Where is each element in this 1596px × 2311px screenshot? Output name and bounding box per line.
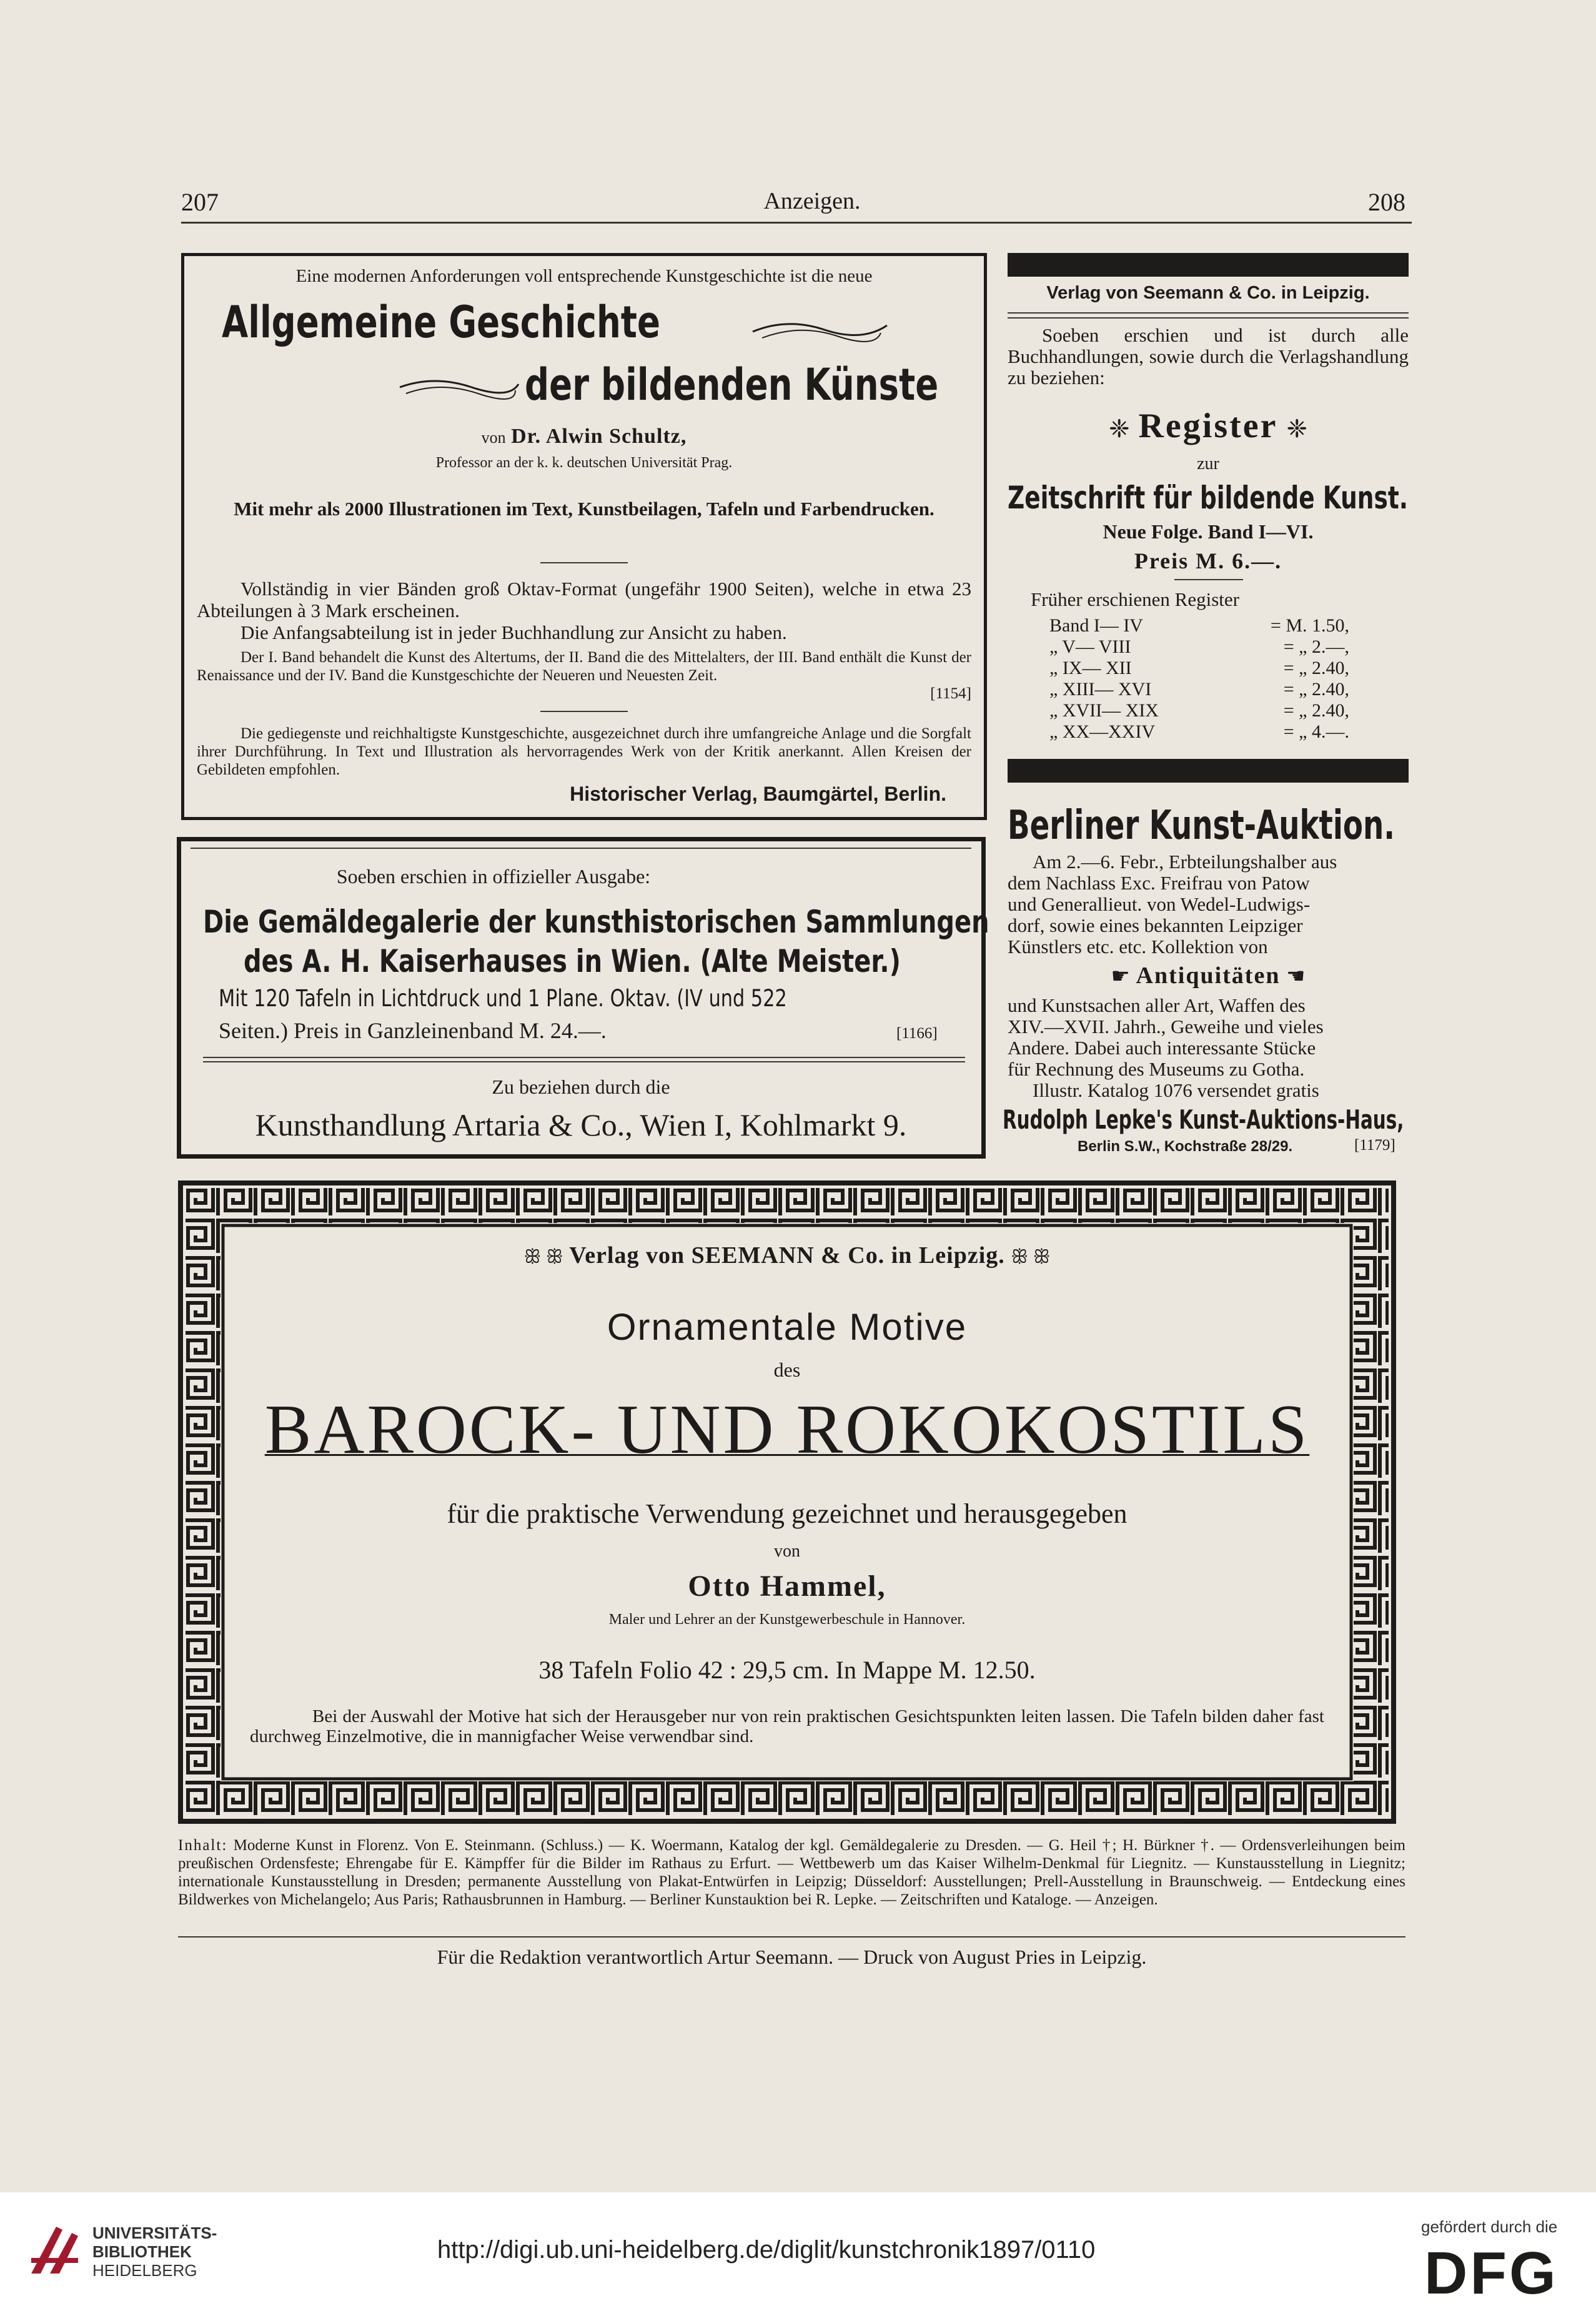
ad-register-publisher: Verlag von Seemann & Co. in Leipzig.	[1046, 283, 1370, 303]
ad-register-row-vol: „ XIII— XVI	[1049, 679, 1152, 700]
ad-auktion-title-text: Berliner Kunst-Auktion.	[1008, 803, 1395, 849]
ad-register-row-vol: „ XX—XXIV	[1049, 721, 1156, 742]
footer-library3: HEIDELBERG	[92, 2261, 197, 2280]
ad-auktion-firm-text: Rudolph Lepke's Kunst-Auktions-Haus,	[1003, 1104, 1404, 1135]
ad-auktion-body	[1008, 851, 1409, 958]
ad-schultz-illustrations: Mit mehr als 2000 Illustrationen im Text, Kunstbeilagen, Tafeln und Farbendrucken.	[234, 498, 934, 520]
ad-register-row	[1049, 615, 1349, 636]
imprint: Für die Redaktion verantwortlich Artur Seemann. — Druck von August Pries in Leipzig.	[437, 1946, 1147, 1968]
ad-register-row-price: = M. 1.50,	[1270, 615, 1349, 636]
footer-dfg-logo: DFG	[1424, 2240, 1559, 2307]
ad-register-rule3	[1174, 579, 1243, 580]
ad-register-row-vol: „ XVII— XIX	[1049, 700, 1159, 721]
ad-register-intro: Soeben erschien und ist durch alle Buchhandlungen, sowie durch die Verlagshandlung zu beziehen:	[1008, 324, 1409, 388]
ad-schultz-body1: Vollständig in vier Bänden groß Oktav-Format (ungefähr 1900 Seiten), welche in etwa 23 Abteilungen à 3 Mark erscheinen.	[197, 578, 971, 621]
ad-auktion-line: dem Nachlass Exc. Freifrau von Patow	[1008, 872, 1310, 894]
ad-schultz-publisher: Historischer Verlag, Baumgärtel, Berlin.	[570, 783, 946, 805]
ad-register-row-price: = „ 2.—,	[1283, 636, 1349, 657]
ad-schultz-position: Professor an der k. k. deutschen Universität Prag.	[435, 455, 733, 471]
ornament-right-icon: ꕥ ꕥ	[1011, 1247, 1051, 1267]
ad-auktion-antiq: Antiquitäten	[1136, 963, 1281, 989]
contents-rule	[178, 1936, 1405, 1937]
ad-register-journal-text: Zeitschrift für bildende Kunst.	[1008, 480, 1409, 516]
ad-register-bottom-bar	[1008, 759, 1409, 783]
ad-auktion-line: Am 2.—6. Febr., Erbteilungshalber aus	[1033, 851, 1337, 873]
ad-galerie-desc1-text: Mit 120 Tafeln in Lichtdruck und 1 Plane. Oktav. (IV und 522	[219, 985, 787, 1012]
flourish-left-icon	[397, 372, 522, 403]
ad-schultz-author: Dr. Alwin Schultz,	[511, 425, 687, 448]
ad-register-row-vol: Band I— IV	[1049, 615, 1143, 636]
ad-schultz-praise: Die gediegenste und reichhaltigste Kunstgeschichte, ausgezeichnet durch ihre umfangreiche Anlage und die Sorgfalt ihrer Durchführung. In Text und Illustration als hervorragendes Werk von der Kritik anerkannt. Allen Kreisen der Gebildeten empfohlen.	[197, 725, 971, 778]
ad-register-row	[1049, 721, 1349, 743]
ad-register-rule2	[1008, 317, 1409, 319]
ad-hammel-title2: BAROCK- UND ROKOKOSTILS	[264, 1391, 1310, 1468]
footer-url[interactable]: http://digi.ub.uni-heidelberg.de/diglit/kunstchronik1897/0110	[437, 2236, 1096, 2264]
ad-auktion-address: Berlin S.W., Kochstraße 28/29.	[1078, 1138, 1293, 1155]
ad-register-title: Register	[1138, 407, 1278, 445]
ad-hammel-von: von	[774, 1541, 800, 1561]
ad-schultz-intro: Eine modernen Anforderungen voll entsprechende Kunstgeschichte ist die neue	[295, 266, 873, 286]
ad-register-row-price: = „ 4.—.	[1283, 721, 1349, 742]
header-rule	[181, 222, 1412, 224]
ad-register-row	[1049, 636, 1349, 658]
ad-auktion-line: Künstlers etc. etc. Kollektion von	[1008, 936, 1268, 958]
ad-register-row-vol: „ V— VIII	[1049, 636, 1131, 657]
ad-schultz-title2	[397, 359, 978, 415]
ad-galerie-desc1	[219, 985, 981, 1016]
page-number-left: 207	[181, 188, 219, 216]
contents-text: Moderne Kunst in Florenz. Von E. Steinmann. (Schluss.) — K. Woermann, Katalog der kgl. Gemäldegalerie zu Dresden. — G. Heil †; H. Bürkner †. — Ordensverleihungen beim preußischen Ordensfeste; Ehrengabe für E. Kämpffer für die Bilder im Rathaus zu Erfurt. — Wettbewerb um das Kaiser Wilhelm-Denkmal für Liegnitz. — Kunstausstellung in Liegnitz; internationale Kunstausstellung in Dresden; permanente Ausstellung von Plakat-Entwürfen in Leipzig; Düsseldorf: Ausstellungen; Prell-Ausstellung in Braunschweig. — Entdeckung eines Bildwerkes von Michelangelo; Aus Paris; Rathausbrunnen in Hamburg. — Berliner Kunstauktion bei R. Lepke. — Zeitschriften und Kataloge. — Anzeigen.	[178, 1837, 1405, 1908]
page-number-right: 208	[1368, 188, 1405, 216]
ad-schultz	[181, 253, 987, 820]
ad-register-table	[1049, 615, 1349, 743]
footer-library1: UNIVERSITÄTS-	[92, 2224, 217, 2242]
ad-register-series: Neue Folge. Band I—VI.	[1103, 520, 1314, 543]
university-logo-icon	[25, 2220, 84, 2280]
ad-galerie-top-rule	[191, 848, 971, 849]
ad-auktion-body2	[1008, 995, 1409, 1101]
ad-hammel-note: Bei der Auswahl der Motive hat sich der Herausgeber nur von rein praktischen Gesichtspunkten leiten lassen. Die Tafeln bilden daher fast durchweg Einzelmotive, die in mannigfacher Weise verwendbar sind.	[250, 1706, 1324, 1746]
ad-galerie-title2	[244, 943, 993, 981]
ornament-left-icon: ꕥ ꕥ	[523, 1247, 563, 1267]
ad-hammel-des: des	[773, 1358, 801, 1381]
ad-schultz-title2-text: der bildenden Künste	[525, 359, 939, 410]
ad-schultz-by: von	[481, 428, 506, 447]
ad-register-zur: zur	[1197, 454, 1219, 473]
ad-galerie-rule2	[203, 1061, 965, 1062]
ad-galerie-dealer: Kunsthandlung Artaria & Co., Wien I, Kohlmarkt 9.	[255, 1107, 907, 1142]
ad-hammel-author-desc: Maler und Lehrer an der Kunstgewerbeschule in Hannover.	[608, 1611, 966, 1628]
ad-galerie-title1	[203, 904, 989, 941]
ad-galerie	[177, 837, 989, 1159]
ad-register-price: Preis M. 6.—.	[1134, 548, 1282, 573]
pointing-hand-left-icon: ☚	[1286, 965, 1306, 988]
contents-label: Inhalt:	[178, 1837, 228, 1854]
ad-schultz-code: [1154]	[930, 685, 971, 702]
ad-hammel-title1: Ornamentale Motive	[607, 1306, 968, 1348]
ad-register-row	[1049, 679, 1349, 700]
ad-auktion-title	[1008, 803, 1432, 849]
ad-register-rule1	[1008, 312, 1409, 314]
footer-library2: BIBLIOTHEK	[92, 2242, 192, 2261]
footer-funded: gefördert durch die	[1421, 2217, 1558, 2236]
ad-register-row-price: = „ 2.40,	[1283, 679, 1349, 700]
ad-hammel-format: 38 Tafeln Folio 42 : 29,5 cm. In Mappe M. 12.50.	[538, 1656, 1036, 1684]
ad-galerie-intro: Soeben erschien in offizieller Ausgabe:	[336, 865, 651, 888]
ad-auktion-line: Andere. Dabei auch interessante Stücke	[1008, 1037, 1316, 1059]
ad-schultz-body2: Die Anfangsabteilung ist in jeder Buchhandlung zur Ansicht zu haben.	[240, 621, 787, 643]
flourish-right-icon	[750, 314, 893, 345]
ad-auktion-line: für Rechnung des Museums zu Gotha.	[1008, 1058, 1305, 1080]
ad-hammel-publisher-row	[178, 1242, 1396, 1269]
ad-auktion-line: und Kunstsachen aller Art, Waffen des	[1008, 994, 1306, 1016]
ad-auktion-antiq-row	[1008, 962, 1409, 989]
ad-register-row	[1049, 658, 1349, 679]
ad-register-row	[1049, 700, 1349, 721]
ad-register-earlier: Früher erschienen Register	[1031, 588, 1239, 610]
ad-auktion-firm	[1003, 1104, 1440, 1136]
ad-schultz-contents: Der I. Band behandelt die Kunst des Altertums, der II. Band die des Mittelalters, der III. Band enthält die Kunst der Renaissance und der IV. Band die Kunstgeschichte der Neueren und Neuesten Zeit.	[197, 649, 971, 684]
ad-register-row-price: = „ 2.40,	[1283, 700, 1349, 721]
ad-auktion-line: und Generallieut. von Wedel-Ludwigs-	[1008, 893, 1311, 915]
ad-auktion-line: dorf, sowie eines bekannten Leipziger	[1008, 914, 1303, 936]
ad-auktion-line: XIV.—XVII. Jahrh., Geweihe und vieles	[1008, 1016, 1324, 1037]
ad-galerie-via: Zu beziehen durch die	[492, 1076, 670, 1098]
ad-galerie-title2-text: des A. H. Kaiserhauses in Wien. (Alte Meister.)	[244, 943, 901, 979]
ad-hammel	[178, 1180, 1396, 1824]
ad-schultz-divider2	[540, 711, 628, 712]
ad-register-title-row	[1008, 406, 1409, 446]
ad-galerie-title1-text: Die Gemäldegalerie der kunsthistorischen Sammlungen	[203, 904, 989, 940]
ornament-left-icon: ❈	[1108, 415, 1130, 443]
ad-register-row-price: = „ 2.40,	[1283, 658, 1349, 678]
pointing-hand-right-icon: ☛	[1111, 965, 1131, 988]
footer-bar	[0, 2192, 1596, 2311]
ad-galerie-rule1	[203, 1057, 965, 1058]
ad-register-top-bar	[1008, 253, 1409, 277]
ad-auktion-code: [1179]	[1354, 1137, 1395, 1154]
ornament-right-icon: ❈	[1286, 415, 1308, 443]
ad-auktion-line: Illustr. Katalog 1076 versendet gratis	[1033, 1079, 1319, 1101]
ad-schultz-title1	[222, 297, 846, 353]
ad-schultz-byline	[184, 425, 984, 448]
ad-register-journal	[1008, 480, 1420, 517]
ad-schultz-title1-text: Allgemeine Geschichte	[222, 297, 661, 348]
contents	[178, 1836, 1405, 1909]
ad-hammel-publisher: Verlag von SEEMANN & Co. in Leipzig.	[569, 1242, 1005, 1269]
ad-schultz-divider1	[540, 562, 628, 563]
ad-hammel-subtitle: für die praktische Verwendung gezeichnet und herausgegeben	[447, 1498, 1128, 1529]
ad-galerie-code: [1166]	[896, 1025, 938, 1042]
ad-hammel-author: Otto Hammel,	[688, 1570, 886, 1603]
running-title: Anzeigen.	[763, 188, 861, 214]
ad-galerie-desc2: Seiten.) Preis in Ganzleinenband M. 24.—.	[219, 1018, 607, 1043]
ad-register-row-vol: „ IX— XII	[1049, 658, 1132, 678]
